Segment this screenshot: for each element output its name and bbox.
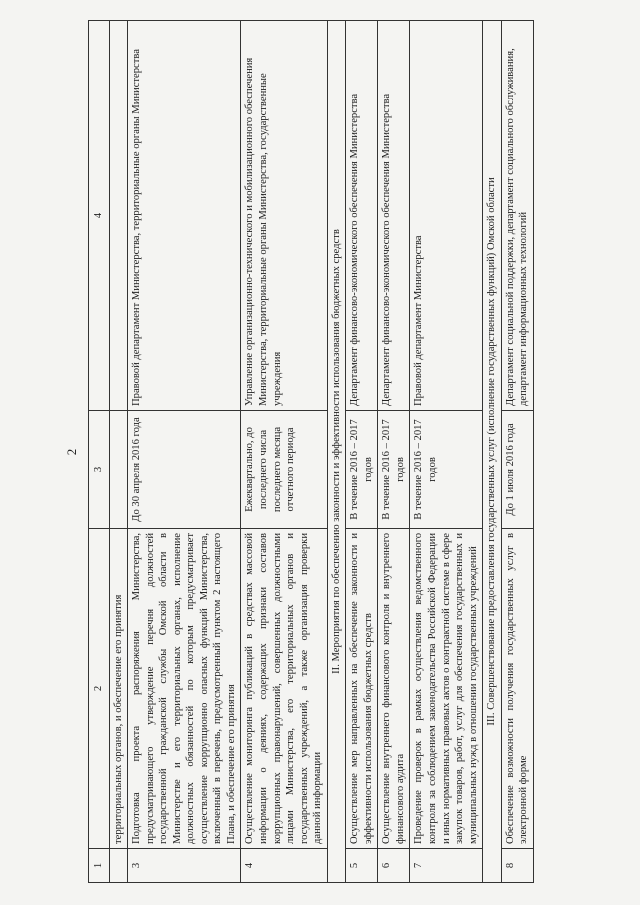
section-heading-row: [327, 21, 346, 883]
row-executors: Департамент финансово-экономического обеспечения Министерства: [346, 21, 378, 411]
column-number-row: [89, 21, 110, 883]
table-row: [241, 21, 327, 883]
row-number: 7: [410, 849, 483, 883]
row-executors: Департамент социальной поддержки, департамент социального обслуживания, департамент информационных технологий: [501, 21, 533, 411]
table-row: [378, 21, 410, 883]
row-measure: Проведение проверок в рамках осуществления ведомственного контроля за соблюдением законодательства Российской Федерации и иных нормативных правовых актов о контрактной системе в сфере закупок товаров, работ, услуг для обеспечения государственных и муниципальных нужд в отношении государственных учреждений: [410, 529, 483, 849]
row-term: Ежеквартально, до последнего числа последнего месяца отчетного периода: [241, 411, 327, 529]
row-number: 3: [128, 849, 241, 883]
column-header-3: 3: [89, 411, 110, 529]
row-executors: Департамент финансово-экономического обеспечения Министерства: [378, 21, 410, 411]
row-measure: Осуществление мониторинга публикаций в средствах массовой информации о деяниях, содержащих признаки составов коррупционных правонарушений, совершенных должностными лицами Министерства, его территориальных органов и государственных учреждений, а также организация проверки данной информации: [241, 529, 327, 849]
row-executors: Правовой департамент Министерства: [410, 21, 483, 411]
row-number: 5: [346, 849, 378, 883]
row-number: 6: [378, 849, 410, 883]
row-executors: Правовой департамент Министерства, территориальные органы Министерства: [128, 21, 241, 411]
row-measure: Осуществление мер направленных на обеспечение законности и эффективности использования бюджетных средств: [346, 529, 378, 849]
row-term: В течение 2016 – 2017 годов: [346, 411, 378, 529]
row-measure: Обеспечение возможности получения государственных услуг в электронной форме: [501, 529, 533, 849]
row-term: В течение 2016 – 2017 годов: [410, 411, 483, 529]
row-number: 8: [501, 849, 533, 883]
section-heading-row: [483, 21, 502, 883]
row-executors: Управление организационно-технического и мобилизационного обеспечения Министерства, территориальные органы Министерства, государственные учреждения: [241, 21, 327, 411]
row-term: В течение 2016 – 2017 годов: [378, 411, 410, 529]
anticorruption-plan-table: [88, 20, 534, 883]
column-header-2: 2: [89, 529, 110, 849]
table-row: [128, 21, 241, 883]
row-term: До 30 апреля 2016 года: [128, 411, 241, 529]
section-heading: III. Совершенствование предоставления государственных услуг (исполнение государственных функций) Омской области: [483, 21, 502, 883]
table-row: [346, 21, 378, 883]
column-header-1: 1: [89, 849, 110, 883]
row-term: До 1 июля 2016 года: [501, 411, 533, 529]
row-measure: Осуществление внутреннего финансового контроля и внутреннего финансового аудита: [378, 529, 410, 849]
row-measure: Подготовка проекта распоряжения Министерства, предусматривающего утверждение перечня должностей государственной гражданской службы Омской области в Министерстве и его территориальных органах, исполнение должностных обязанностей по которым предусматривает осуществление коррупционно опасных функций Министерства, включенный в перечень, предусмотренный пунктом 2 настоящего Плана, и обеспечение его принятия: [128, 529, 241, 849]
column-header-4: 4: [89, 21, 110, 411]
rotated-page-content: [88, 21, 548, 883]
page-number: 2: [64, 448, 79, 456]
row-number: 4: [241, 849, 327, 883]
continuation-text: территориальных органов, и обеспечение его принятия: [109, 529, 128, 849]
table-row: [501, 21, 533, 883]
section-heading: II. Мероприятия по обеспечению законности и эффективности использования бюджетных средств: [327, 21, 346, 883]
table-row-continuation: [109, 21, 128, 883]
table-row: [410, 21, 483, 883]
